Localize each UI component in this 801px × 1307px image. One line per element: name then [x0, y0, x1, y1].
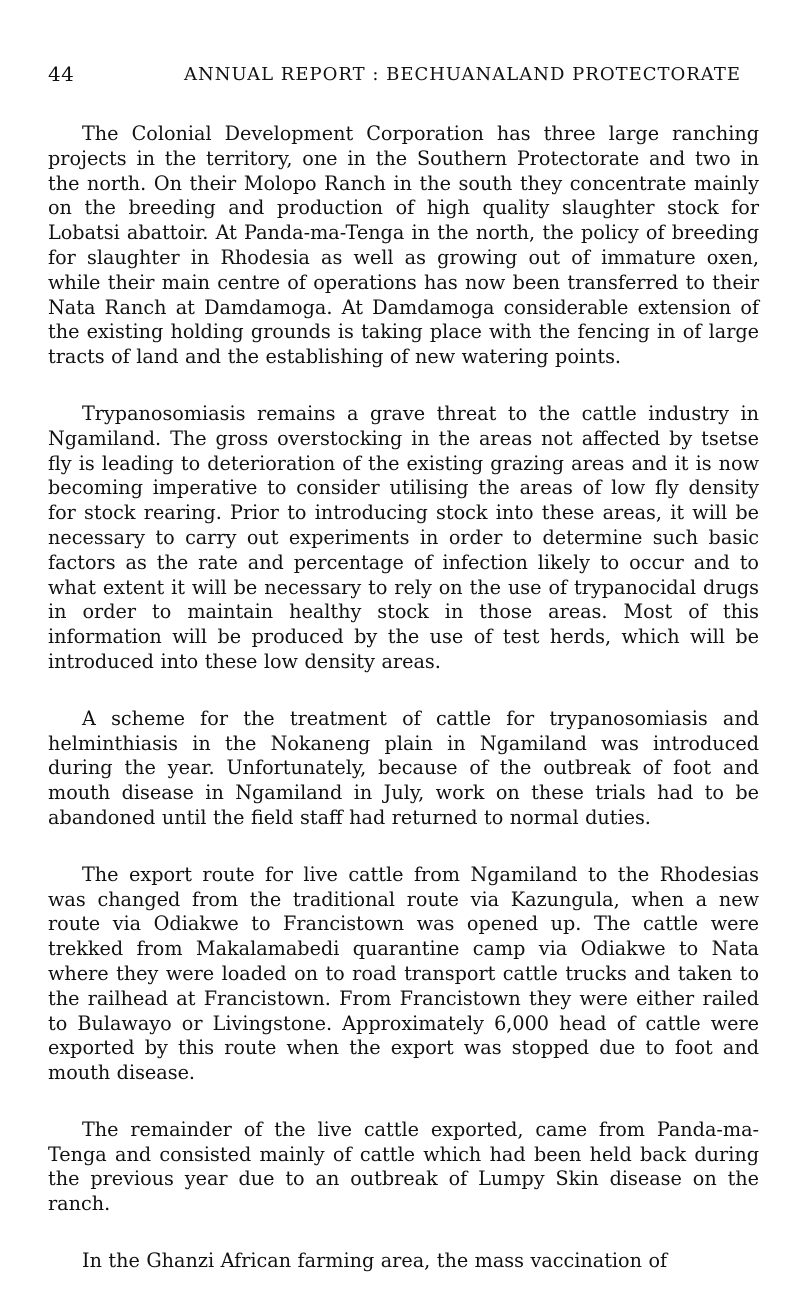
paragraph-colonial-development: The Colonial Development Corporation has three large ranching projects in the territory, one in the Southern Protectorate and two in the north. On their Molopo Ranch in the south they concentrate mainly on the breeding and production of high quality slaughter stock for Lobatsi abattoir. At Panda-ma-Tenga in the north, the policy of breeding for slaughter in Rhodesia as well as growing out of immature oxen, while their main centre of operations has now been transferred to their Nata Ranch at Damdamoga. At Damdamoga considerable extension of the existing holding grounds is taking place with the fencing in of large tracts of land and the establishing of new watering points. — [48, 122, 759, 369]
running-head: ANNUAL REPORT : BECHUANALAND PROTECTORATE — [184, 64, 741, 85]
paragraph-live-cattle-remainder: The remainder of the live cattle exported, came from Panda-ma-Tenga and consisted mainly of cattle which had been held back during the previous year due to an outbreak of Lumpy Skin disease on the ranch. — [48, 1117, 759, 1216]
page-number: 44 — [48, 62, 75, 86]
paragraph-export-route: The export route for live cattle from Ngamiland to the Rhodesias was changed from the traditional route via Kazungula, when a new route via Odiakwe to Francistown was opened up. The cattle were trekked from Makalamabedi quarantine camp via Odiakwe to Nata where they were loaded on to road transport cattle trucks and taken to the railhead at Francistown. From Francistown they were either railed to Bulawayo or Livingstone. Approximately 6,000 head of cattle were exported by this route when the export was stopped due to foot and mouth disease. — [48, 862, 759, 1085]
page-header — [48, 62, 759, 96]
report-body — [48, 122, 759, 1274]
paragraph-treatment-scheme: A scheme for the treatment of cattle for trypanosomiasis and helminthiasis in the Nokaneng plain in Ngamiland was introduced during the year. Unfortunately, because of the outbreak of foot and mouth disease in Ngamiland in July, work on these trials had to be abandoned until the field staff had returned to normal duties. — [48, 706, 759, 829]
paragraph-ghanzi-vaccination: In the Ghanzi African farming area, the mass vaccination of — [82, 1249, 668, 1273]
paragraph-trypanosomiasis: Trypanosomiasis remains a grave threat to the cattle industry in Ngamiland. The gross overstocking in the areas not affected by tsetse fly is leading to deterioration of the existing grazing areas and it is now becoming imperative to consider utilising the areas of low fly density for stock rearing. Prior to introducing stock into these areas, it will be necessary to carry out experiments in order to determine such basic factors as the rate and percentage of infection likely to occur and to what extent it will be necessary to rely on the use of trypanocidal drugs in order to maintain healthy stock in those areas. Most of this information will be produced by the use of test herds, which will be introduced into these low density areas. — [48, 401, 759, 673]
